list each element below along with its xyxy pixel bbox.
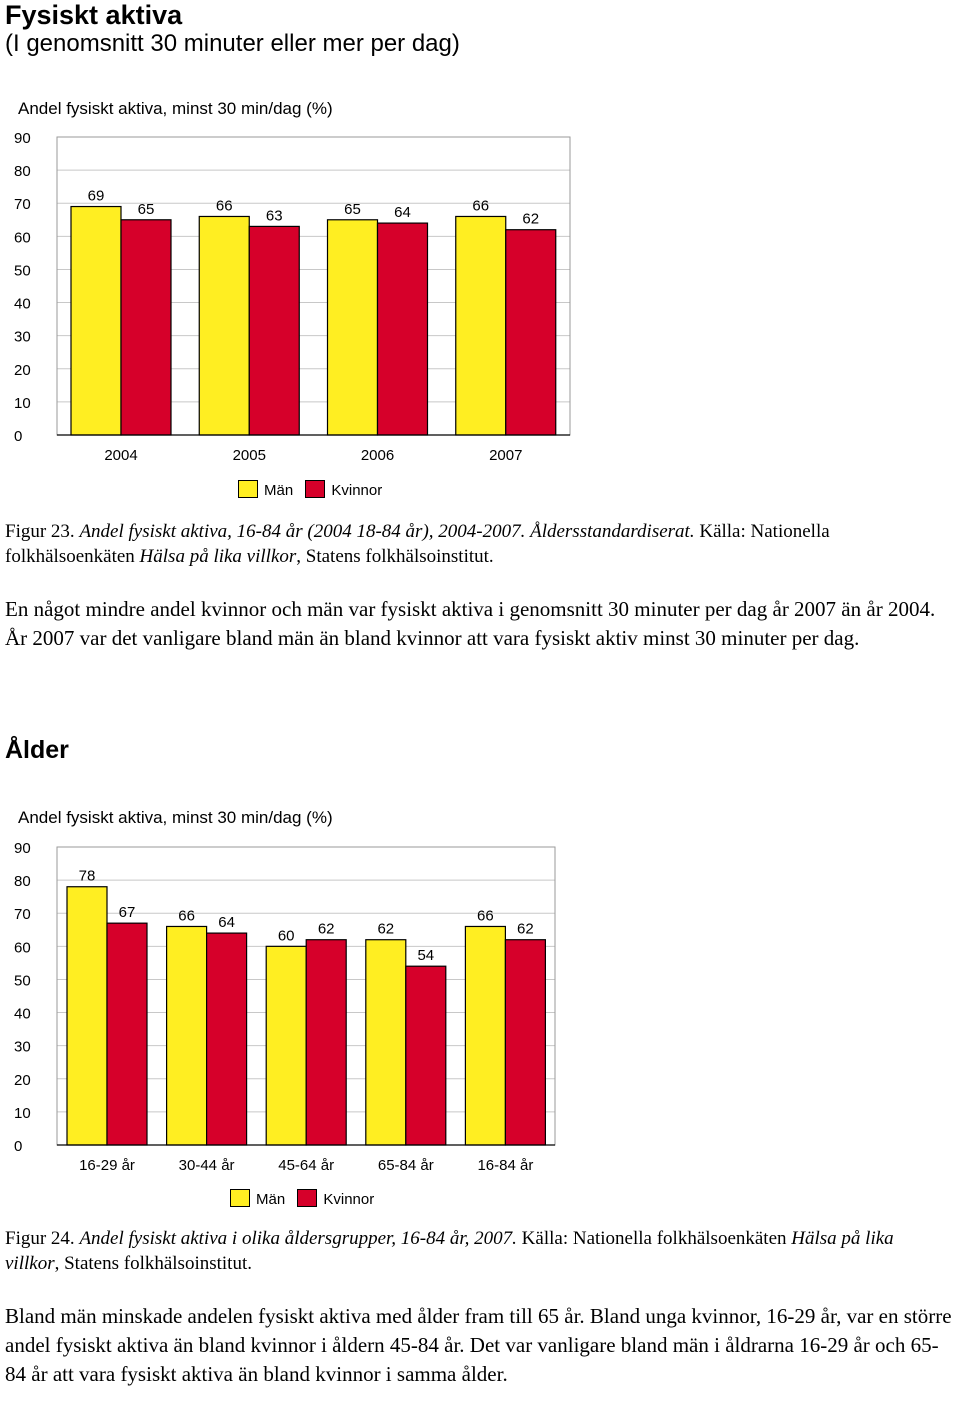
- chart1-plot: [0, 125, 600, 475]
- data-label: 66: [178, 907, 195, 925]
- bar-man: [71, 207, 121, 435]
- x-tick-label: 65-84 år: [377, 1157, 434, 1174]
- bar-man: [67, 887, 107, 1145]
- y-tick-label: 50: [14, 972, 31, 990]
- x-tick-label: 2005: [232, 447, 266, 464]
- y-tick-label: 90: [14, 130, 31, 147]
- bar-kvinnor: [121, 220, 171, 435]
- y-tick-label: 80: [14, 873, 31, 891]
- legend-label-kvinnor: Kvinnor: [323, 1191, 375, 1208]
- legend-swatch-kvinnor: [297, 1189, 317, 1207]
- data-label: 66: [472, 197, 490, 215]
- y-tick-label: 10: [14, 1104, 31, 1122]
- x-tick-label: 2007: [489, 447, 523, 464]
- caption2-source-label: Källa: Nationella folkhälsoenkäten: [521, 1228, 787, 1249]
- y-tick-label: 80: [14, 163, 31, 181]
- caption1-text: Andel fysiskt aktiva, 16-84 år (2004 18-84 år), 2004-2007. Åldersstandardiserat.: [79, 521, 695, 542]
- chart1-ylabel: Andel fysiskt aktiva, minst 30 min/dag (%): [18, 99, 333, 118]
- bar-man: [366, 940, 406, 1145]
- y-tick-label: 50: [14, 262, 31, 280]
- bar-kvinnor: [378, 223, 428, 435]
- chart2-plot: [0, 835, 600, 1185]
- bar-man: [328, 220, 378, 435]
- y-tick-label: 0: [14, 428, 23, 445]
- y-tick-label: 20: [14, 1071, 31, 1089]
- data-label: 66: [477, 907, 494, 925]
- y-tick-label: 70: [14, 906, 31, 924]
- bar-kvinnor: [107, 923, 147, 1145]
- data-label: 62: [317, 920, 335, 938]
- paragraph-1: En något mindre andel kvinnor och män var fysiskt aktiva i genomsnitt 30 minuter per dag år 2007 än år 2004. År 2007 var det vanligare bland män än bland kvinnor att vara fysiskt aktiv minst 30 minuter per dag.: [5, 597, 936, 650]
- y-tick-label: 90: [14, 840, 31, 857]
- bar-kvinnor: [249, 226, 299, 435]
- caption1-label: Figur 23.: [5, 521, 75, 542]
- chart1-legend: [238, 480, 382, 499]
- data-label: 62: [377, 920, 395, 938]
- bar-kvinnor: [406, 966, 446, 1145]
- data-label: 66: [215, 197, 233, 215]
- x-tick-label: 16-84 år: [477, 1157, 534, 1174]
- x-tick-label: 30-44 år: [178, 1157, 235, 1174]
- data-label: 54: [417, 947, 435, 965]
- data-label: 62: [522, 210, 540, 228]
- x-tick-label: 2004: [104, 447, 138, 464]
- y-tick-label: 40: [14, 1005, 31, 1023]
- data-label: 65: [137, 200, 155, 218]
- y-tick-label: 0: [14, 1138, 23, 1155]
- x-tick-label: 2006: [360, 447, 395, 464]
- caption2-source-b: Hälsa på lika villkor: [5, 1228, 894, 1274]
- y-tick-label: 30: [14, 1038, 31, 1056]
- page-subtitle: (I genomsnitt 30 minuter eller mer per dag): [5, 30, 460, 57]
- bar-man: [266, 946, 306, 1145]
- y-tick-label: 10: [14, 394, 31, 412]
- caption2-text: Andel fysiskt aktiva i olika åldersgrupper, 16-84 år, 2007.: [79, 1228, 517, 1249]
- bar-man: [456, 216, 506, 435]
- bar-man: [465, 926, 505, 1145]
- y-tick-label: 70: [14, 196, 31, 214]
- data-label: 65: [344, 200, 361, 218]
- caption2-source-c: , Statens folkhälsoinstitut.: [54, 1253, 252, 1274]
- chart2-ylabel: Andel fysiskt aktiva, minst 30 min/dag (%): [18, 808, 333, 827]
- bar-kvinnor: [506, 230, 556, 435]
- data-label: 62: [517, 920, 534, 938]
- bar-man: [199, 216, 249, 435]
- paragraph-2: Bland män minskade andelen fysiskt aktiva med ålder fram till 65 år. Bland unga kvinnor, 16-29 år, var en större andel fysiskt aktiva än bland kvinnor i åldern 45-84 år. Det var vanligare bland män i åldrarna 16-29 år och 65-84 år att vara fysiskt aktiva än bland kvinnor i samma ålder.: [5, 1304, 952, 1386]
- caption1-source-a: Nationella folkhälsoenkäten: [5, 521, 830, 567]
- data-label: 60: [277, 927, 295, 945]
- data-label: 69: [87, 187, 105, 205]
- figure-23-caption: [5, 519, 945, 569]
- legend-swatch-man: [238, 480, 258, 498]
- caption1-source-c: , Statens folkhälsoinstitut.: [296, 546, 494, 567]
- data-label: 67: [118, 904, 136, 922]
- caption1-source-label: Källa:: [699, 521, 746, 542]
- data-label: 64: [394, 204, 411, 222]
- y-tick-label: 60: [14, 229, 31, 247]
- bar-man: [167, 926, 207, 1145]
- section-title-alder: Ålder: [5, 736, 69, 764]
- y-tick-label: 40: [14, 295, 31, 313]
- data-label: 63: [265, 207, 283, 225]
- legend-label-man: Män: [264, 482, 294, 499]
- figure-24-caption: [5, 1226, 945, 1276]
- page-title: Fysiskt aktiva: [5, 0, 183, 30]
- chart2-legend: [230, 1189, 374, 1208]
- legend-label-kvinnor: Kvinnor: [331, 482, 383, 499]
- y-tick-label: 60: [14, 939, 31, 957]
- data-label: 64: [218, 914, 235, 932]
- caption1-source-b: Hälsa på lika villkor: [139, 546, 297, 567]
- x-tick-label: 16-29 år: [79, 1157, 135, 1174]
- caption2-label: Figur 24.: [5, 1228, 75, 1249]
- bar-kvinnor: [505, 940, 545, 1145]
- legend-swatch-kvinnor: [305, 480, 325, 498]
- x-tick-label: 45-64 år: [278, 1157, 335, 1174]
- legend-swatch-man: [230, 1189, 250, 1207]
- legend-label-man: Män: [256, 1191, 286, 1208]
- y-tick-label: 20: [14, 361, 31, 379]
- bar-kvinnor: [207, 933, 247, 1145]
- y-tick-label: 30: [14, 328, 31, 346]
- bar-kvinnor: [306, 940, 346, 1145]
- data-label: 78: [78, 867, 96, 885]
